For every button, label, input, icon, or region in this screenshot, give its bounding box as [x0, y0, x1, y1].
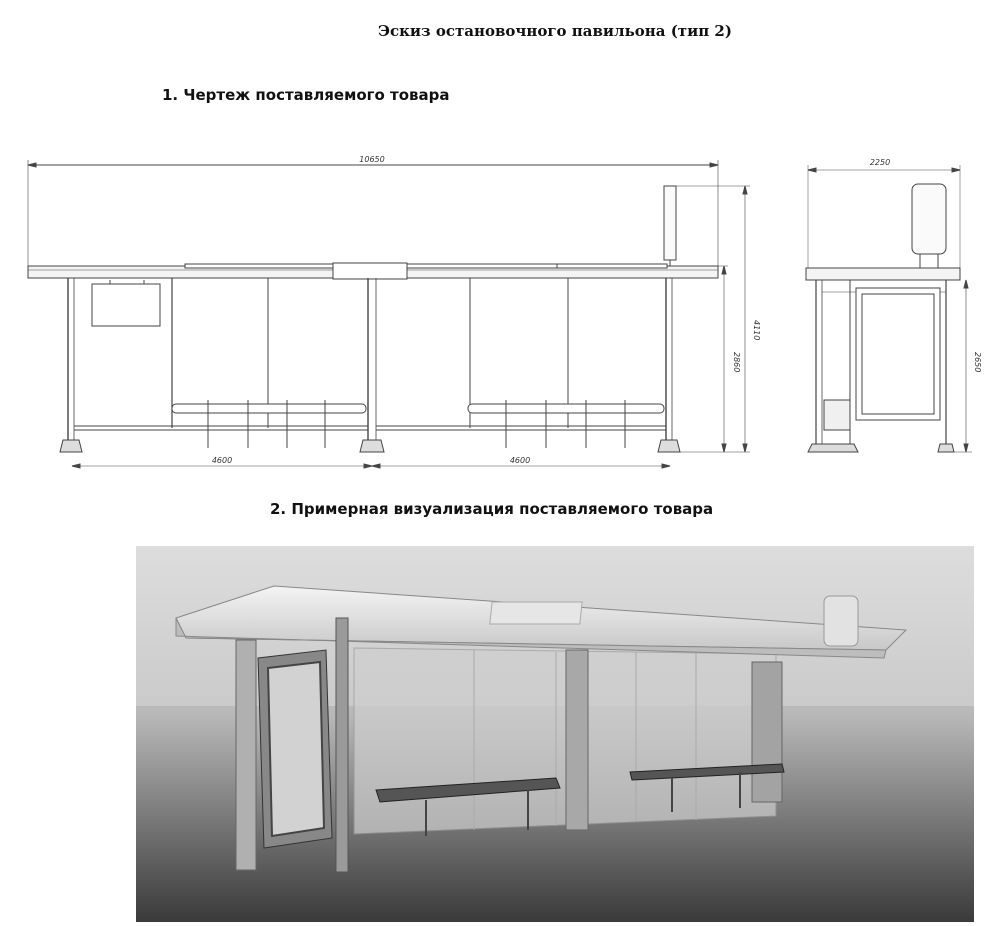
- dim-span-left: 4600: [211, 456, 233, 465]
- section-visualization-heading: 2. Примерная визуализация поставляемого товара: [270, 500, 714, 518]
- dim-total-height: 4110: [752, 320, 761, 341]
- dim-total-length: 10650: [359, 155, 385, 164]
- section-drawing-heading: 1. Чертеж поставляемого товара: [162, 86, 450, 104]
- dim-side-height: 2650: [973, 352, 982, 373]
- dim-side-width: 2250: [869, 158, 891, 167]
- side-view: [806, 165, 972, 452]
- document-title: Эскиз остановочного павильона (тип 2): [378, 22, 732, 40]
- front-view: [28, 160, 750, 468]
- visualization-image: [136, 546, 974, 922]
- technical-drawing: [0, 140, 1000, 480]
- dim-span-right: 4600: [509, 456, 531, 465]
- dim-canopy-height: 2860: [732, 352, 741, 373]
